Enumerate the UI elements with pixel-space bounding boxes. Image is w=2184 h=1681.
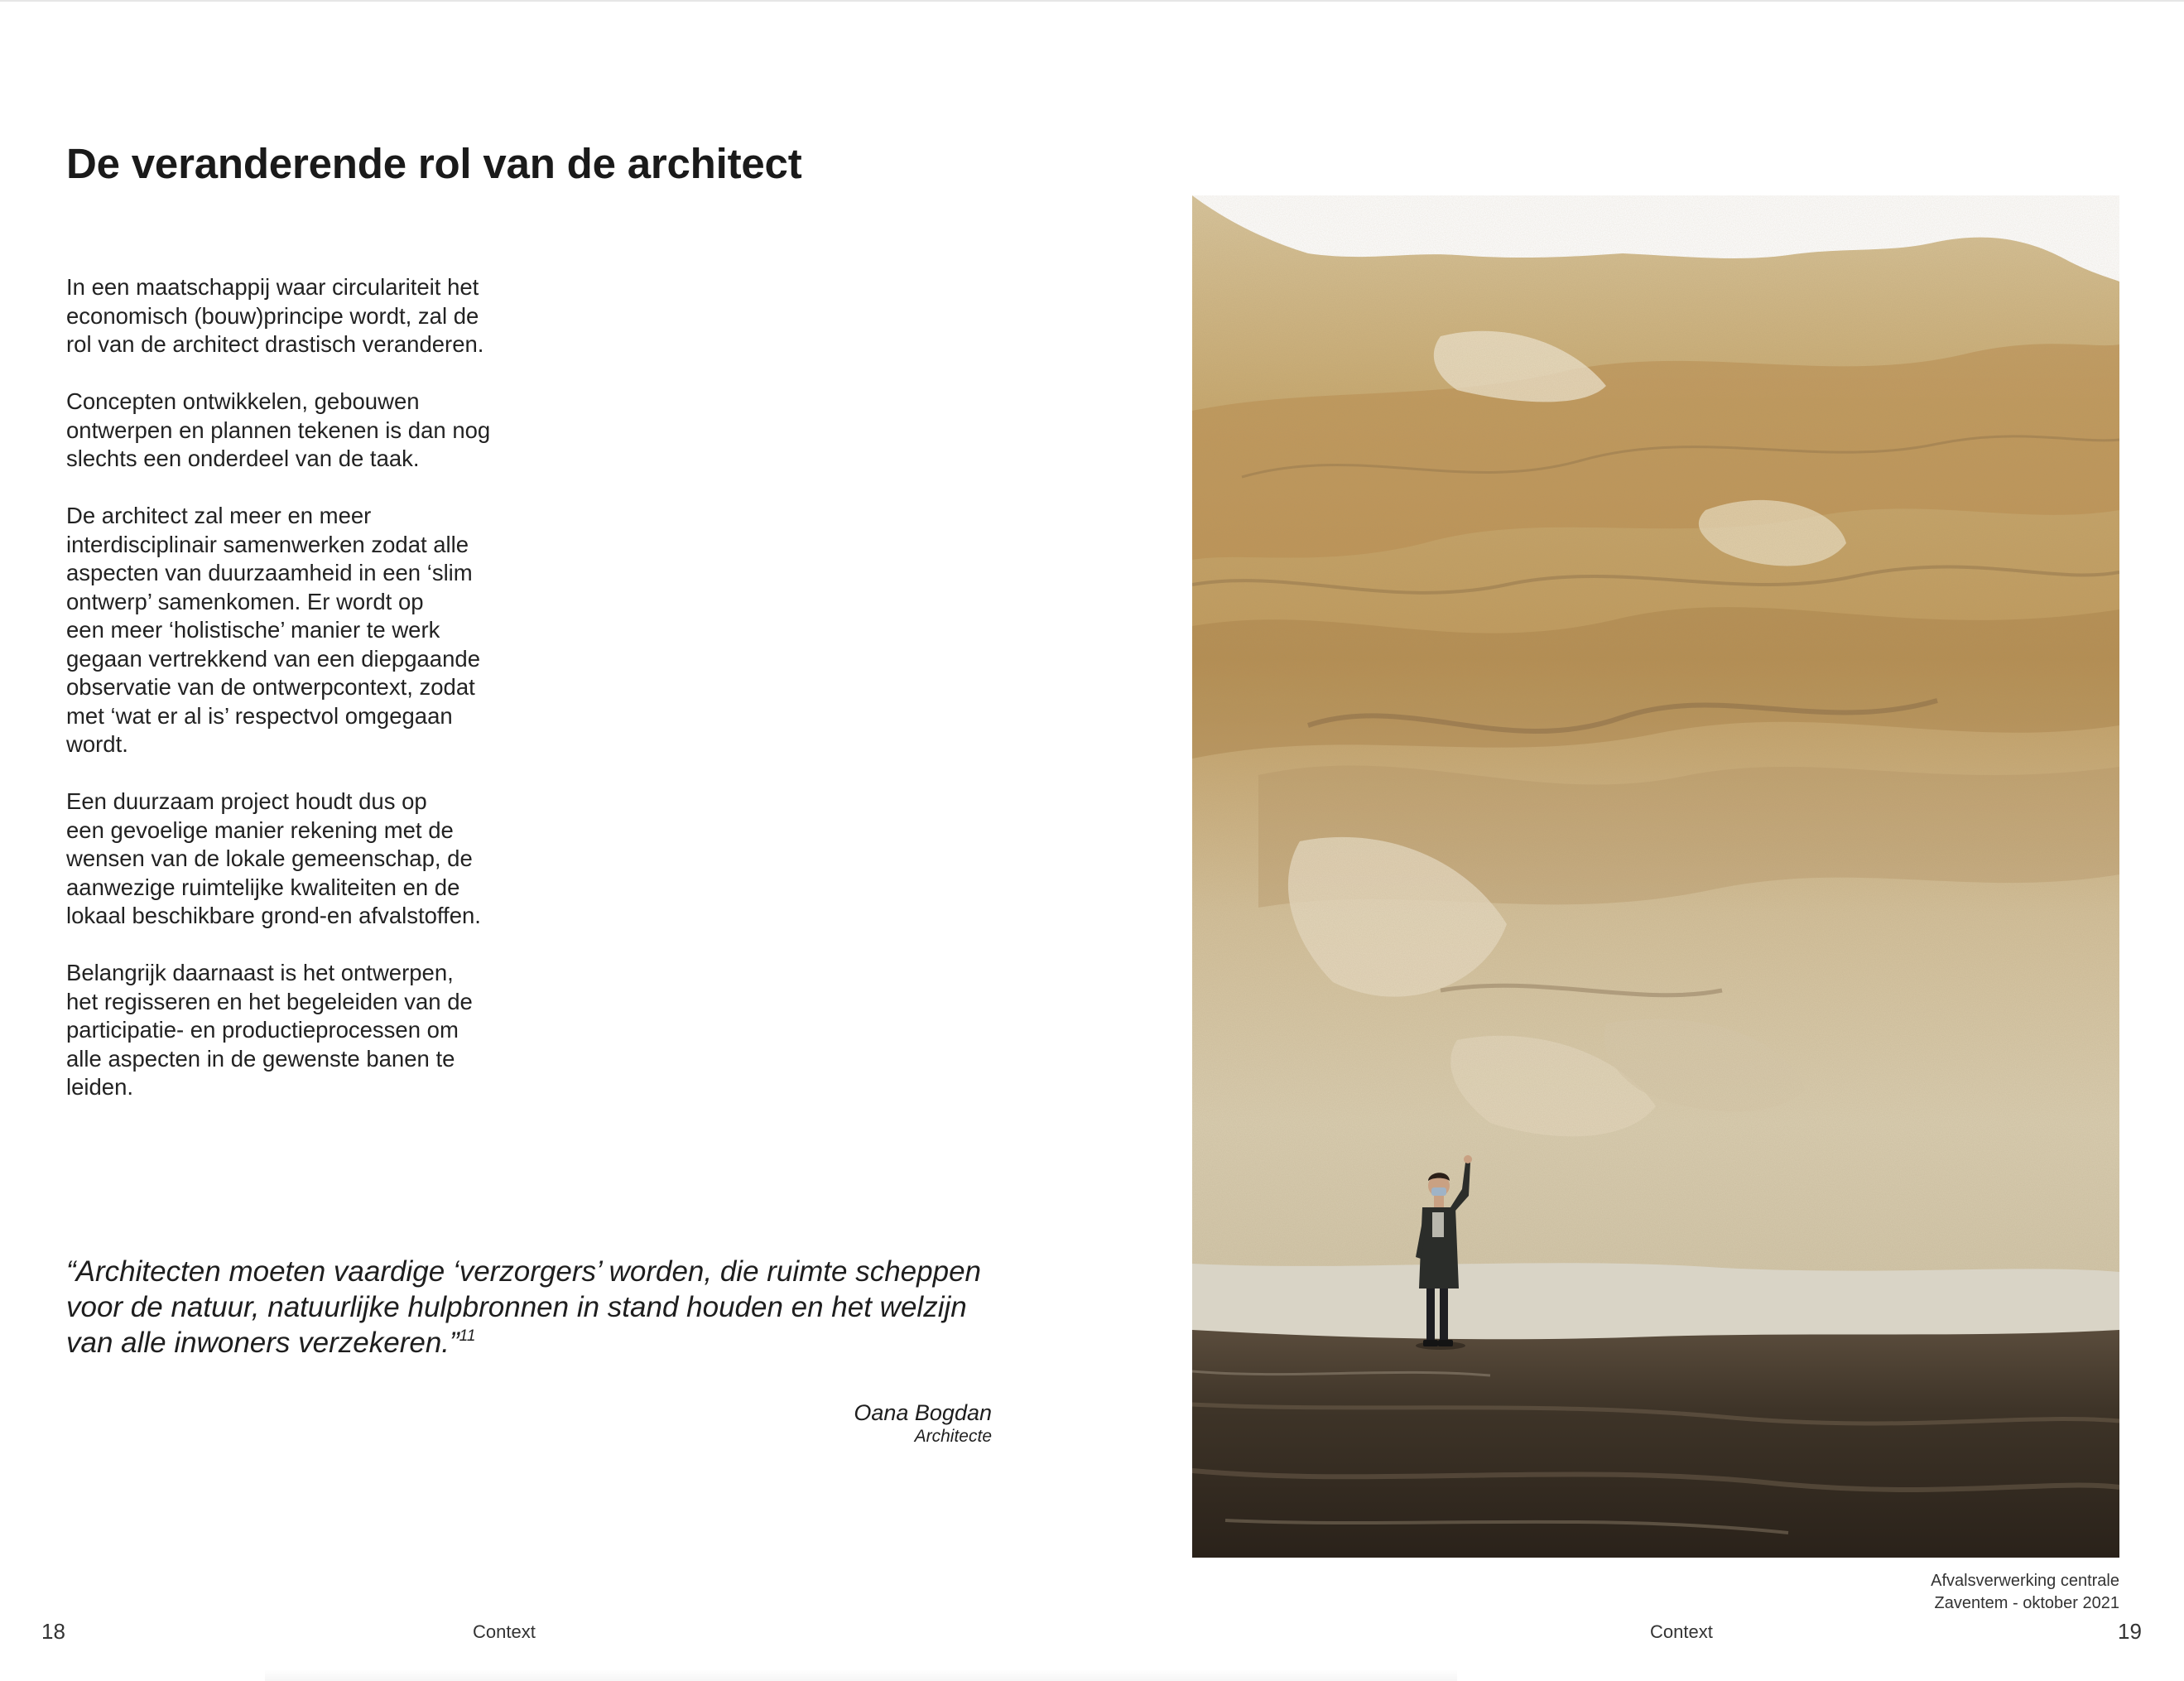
paragraph: Een duurzaam project houdt dus op een gevoelige manier rekening met de wensen van de lokale gemeenschap, de aanwezige ruimtelijke kwaliteiten en de lokaal beschikbare grond-en afvalstoffen.: [66, 788, 481, 928]
quote-attribution: [854, 1399, 992, 1447]
page-number-left: 18: [41, 1619, 65, 1644]
quote-text: “Architecten moeten vaardige ‘verzorgers’ worden, die ruimte scheppen voor de natuur, natuurlijke hulpbronnen in stand houden en het welzijn van alle inwoners verzekeren.”: [66, 1255, 982, 1359]
footnote-marker[interactable]: 11: [459, 1327, 476, 1345]
section-label-right: Context: [1650, 1621, 1713, 1642]
page-title: De veranderende rol van de architect: [66, 140, 802, 187]
page-number-right: 19: [2118, 1619, 2142, 1644]
caption-line: Afvalsverwerking centrale: [1931, 1572, 2119, 1590]
pull-quote: [66, 1254, 1010, 1361]
paragraph: In een maatschappij waar circulariteit het economisch (bouw)principe wordt, zal de rol van de architect drastisch veranderen.: [66, 274, 484, 357]
quote-author-role: Architecte: [914, 1427, 992, 1446]
body-text: [66, 273, 530, 1130]
quarry-photo: [1192, 195, 2119, 1558]
caption-line: Zaventem - oktober 2021: [1934, 1594, 2119, 1612]
quote-author: Oana Bogdan: [854, 1400, 992, 1425]
top-rule: [0, 0, 2184, 2]
photo-caption: [1931, 1570, 2119, 1615]
paragraph: Concepten ontwikkelen, gebouwen ontwerpen en plannen tekenen is dan nog slechts een onderdeel van de taak.: [66, 388, 491, 471]
section-label-left: Context: [473, 1621, 536, 1642]
paragraph: De architect zal meer en meer interdisciplinair samenwerken zodat alle aspecten van duurzaamheid in een ‘slim ontwerp’ samenkomen. Er wordt op een meer ‘holistische’ manier te werk gegaan vertrekkend van een diepgaande observatie van de ontwerpcontext, zodat met ‘wat er al is’ respectvol omgegaan wordt.: [66, 503, 480, 757]
bottom-shadow: [265, 1669, 1457, 1681]
paragraph: Belangrijk daarnaast is het ontwerpen, het regisseren en het begeleiden van de participatie- en productieprocessen om alle aspecten in de gewenste banen te leiden.: [66, 960, 473, 1100]
